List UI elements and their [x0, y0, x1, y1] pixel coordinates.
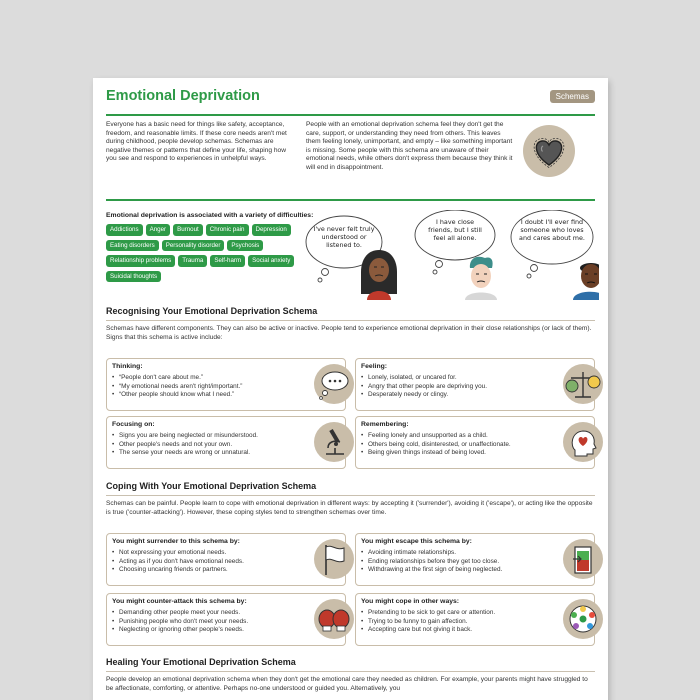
list-item: • “People don't care about me.” — [112, 374, 242, 383]
list-item: • Accepting care but not giving it back. — [361, 626, 495, 635]
list-item: • Neglecting or ignoring other people's needs. — [112, 626, 248, 635]
intro-column-1: Everyone has a basic need for things like safety, acceptance, freedom, and reasonable limits. If these core needs aren't met during childhood, people develop schemas. Schemas are negative themes or patterns that define your life, shaping how you see and respond to experiences in unhelpful ways. — [106, 121, 287, 163]
healing-divider — [106, 671, 595, 672]
surrender-list — [112, 549, 244, 575]
scales-icon — [563, 364, 603, 404]
difficulty-tag: Burnout — [173, 224, 203, 236]
other-coping-box — [355, 593, 595, 646]
counter-attack-list — [112, 609, 248, 635]
recognising-divider — [106, 320, 595, 321]
box-title: Thinking: — [112, 363, 143, 370]
person-2-avatar — [465, 257, 497, 300]
worksheet-page — [93, 78, 608, 700]
feeling-list — [361, 374, 487, 400]
thought-bubble-1: I've never felt truly understood or listened to. — [313, 225, 375, 249]
title-divider — [106, 114, 595, 116]
difficulty-tag: Psychosis — [227, 240, 263, 252]
thought-bubble-2: I have close friends, but I still feel all alone. — [428, 218, 482, 242]
recognising-heading: Recognising Your Emotional Deprivation Schema — [106, 306, 318, 316]
healing-heading: Healing Your Emotional Deprivation Schema — [106, 657, 296, 667]
thought-bubble-3: I doubt I'll ever find someone who loves and cares about me. — [519, 218, 585, 242]
focusing-list — [112, 432, 258, 458]
list-item: • Being given things instead of being loved. — [361, 449, 511, 458]
list-item: • Desperately needy or clingy. — [361, 391, 487, 400]
intro-divider — [106, 199, 595, 201]
difficulty-tag: Social anxiety — [248, 255, 294, 267]
head-heart-icon — [563, 422, 603, 462]
list-item: • Others being cold, disinterested, or unaffectionate. — [361, 441, 511, 450]
list-item: • Pretending to be sick to get care or attention. — [361, 609, 495, 618]
list-item: • Avoiding intimate relationships. — [361, 549, 502, 558]
difficulty-tag: Relationship problems — [106, 255, 175, 267]
list-item: • “Other people should know what I need.” — [112, 391, 242, 400]
other-coping-list — [361, 609, 495, 635]
thinking-list — [112, 374, 242, 400]
list-item: • The sense your needs are wrong or unnatural. — [112, 449, 258, 458]
person-1-avatar — [361, 250, 397, 300]
box-title: You might escape this schema by: — [361, 538, 472, 545]
list-item: • Angry that other people are depriving you. — [361, 383, 487, 392]
thought-bubble-icon — [314, 364, 354, 404]
list-item: • “My emotional needs aren't right/important.” — [112, 383, 242, 392]
list-item: • Choosing uncaring friends or partners. — [112, 566, 244, 575]
escape-list — [361, 549, 502, 575]
intro-column-2: People with an emotional deprivation schema feel they don't get the care, support, or understanding they need from others. This leaves them feeling lonely, unimportant, and empty – like something important is missing. Some people with this schema are unaware of their emotional needs, while others don't express them because they think it will end in disappointment. — [306, 121, 513, 171]
box-title: Focusing on: — [112, 421, 155, 428]
coping-divider — [106, 495, 595, 496]
difficulty-tag: Trauma — [178, 255, 207, 267]
difficulty-tag: Eating disorders — [106, 240, 159, 252]
page-title: Emotional Deprivation — [106, 88, 260, 104]
difficulty-tag: Depression — [252, 224, 291, 236]
list-item: • Acting as if you don't have emotional needs. — [112, 558, 244, 567]
list-item: • Lonely, isolated, or uncared for. — [361, 374, 487, 383]
list-item: • Trying to be funny to gain affection. — [361, 618, 495, 627]
difficulty-tag: Self-harm — [210, 255, 245, 267]
recognising-text: Schemas have different components. They can also be active or inactive. People tend to experience emotional deprivation in their close relationships (or lack of them). Signs that this schema is active include: — [106, 325, 592, 341]
difficulty-tags — [106, 224, 304, 282]
coping-text: Schemas can be painful. People learn to cope with emotional deprivation in different ways: by accepting it ('surrender'), avoiding it ('escape'), or acting like the opposite is true ('counter-attacking'). However, these coping styles tend to strengthen schemas over time. — [106, 500, 593, 516]
counter-attack-box — [106, 593, 346, 646]
box-title: Remembering: — [361, 421, 409, 428]
list-item: • Withdrawing at the first sign of being neglected. — [361, 566, 502, 575]
boxing-gloves-icon — [314, 599, 354, 639]
difficulty-tag: Suicidal thoughts — [106, 271, 161, 283]
coping-heading: Coping With Your Emotional Deprivation Schema — [106, 481, 317, 491]
difficulties-label: Emotional deprivation is associated with a variety of difficulties: — [106, 212, 314, 219]
healing-text: People develop an emotional deprivation schema when they don't get the emotional care they needed as children. For example, your parents might have struggled to be affectionate, comforting, or attentive. Perhaps no-one understood or guided you. Alternatively, you — [106, 676, 588, 692]
escape-box — [355, 533, 595, 586]
white-flag-icon — [314, 539, 354, 579]
remembering-box — [355, 416, 595, 469]
people-illustration — [289, 210, 599, 300]
box-title: You might surrender to this schema by: — [112, 538, 240, 545]
microscope-icon — [314, 422, 354, 462]
difficulty-tag: Chronic pain — [206, 224, 249, 236]
list-item: • Feeling lonely and unsupported as a child. — [361, 432, 511, 441]
heart-badge — [523, 125, 575, 177]
difficulty-tag: Addictions — [106, 224, 143, 236]
thinking-box — [106, 358, 346, 411]
list-item: • Not expressing your emotional needs. — [112, 549, 244, 558]
remembering-list — [361, 432, 511, 458]
list-item: • Punishing people who don't meet your needs. — [112, 618, 248, 627]
exit-door-icon — [563, 539, 603, 579]
heart-icon — [523, 125, 575, 177]
person-3-avatar — [573, 263, 599, 300]
focusing-box — [106, 416, 346, 469]
list-item: • Other people's needs and not your own. — [112, 441, 258, 450]
difficulty-tag: Anger — [146, 224, 171, 236]
surrender-box — [106, 533, 346, 586]
box-title: Feeling: — [361, 363, 388, 370]
box-title: You might cope in other ways: — [361, 598, 460, 605]
list-item: • Signs you are being neglected or misunderstood. — [112, 432, 258, 441]
emotion-wheel-icon — [563, 599, 603, 639]
difficulty-tag: Personality disorder — [162, 240, 225, 252]
box-title: You might counter-attack this schema by: — [112, 598, 247, 605]
list-item: • Ending relationships before they get too close. — [361, 558, 502, 567]
list-item: • Demanding other people meet your needs. — [112, 609, 248, 618]
feeling-box — [355, 358, 595, 411]
category-tag: Schemas — [550, 90, 595, 103]
